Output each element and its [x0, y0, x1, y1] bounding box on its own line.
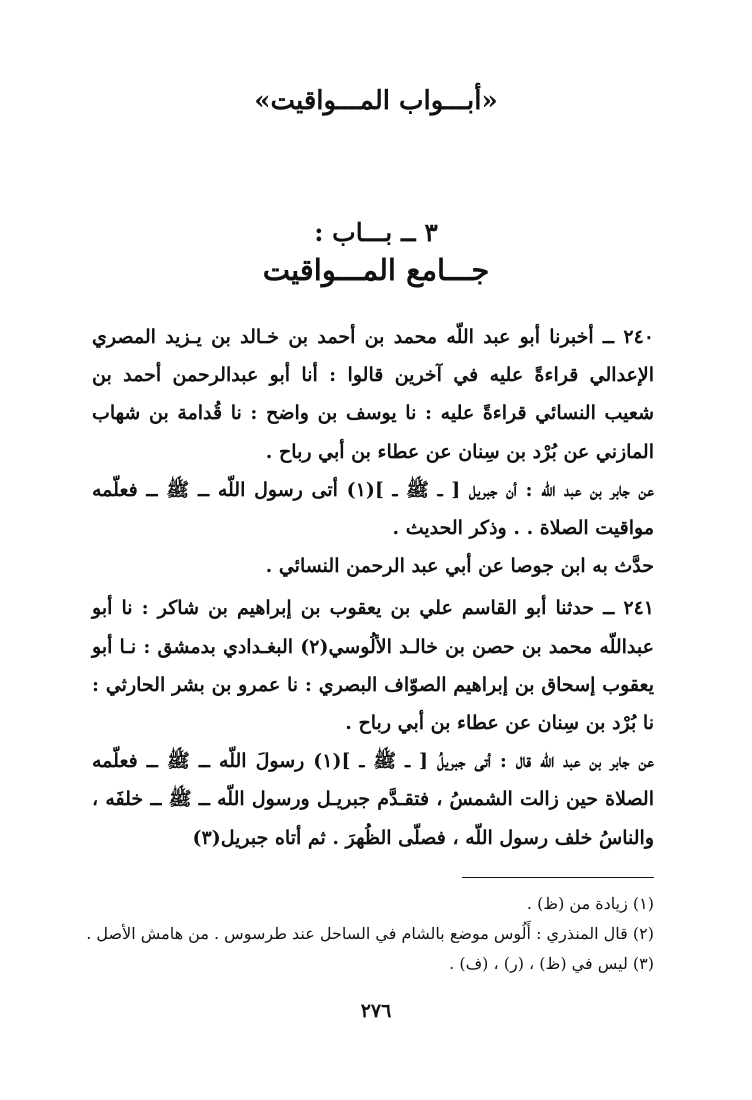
hadith-240-matn: عن جابر بن عبد اللّه : أن جبريل [ ــ ﷺ ــ ](١) أتى رسول اللّه ــ ﷺ ــ فعلّمه مواقيت الصلاة . . وذكر الحديث .: [92, 478, 654, 540]
footnote-divider: [462, 877, 654, 878]
hadith-241-matn: عن جابر بن عبد اللّه قال : أتى جبريلُ [ ــ ﷺ ــ ](١) رسولَ اللّه ــ ﷺ ــ فعلّمه الصلاة حين زالت الشمسُ ، فتقـدَّم جبريـل ورسول اللّه ــ ﷺ ــ خلفَه ، والناسُ خلف رسول اللّه ، فصلّى الظُهرَ . ثم أتاه جبريل(٣): [92, 750, 654, 849]
footnotes: [80, 889, 654, 979]
hadith-240-isnad: ٢٤٠ ــ أخبرنا أبو عبد اللّه محمد بن أحمد بن خـالد بن يـزيد المصري الإعدالي قراءةً عليه في آخرين قالوا : أنا أبو عبدالرحمن أحمد بن شعيب النسائي قراءةً عليه : نا يوسف بن واضح : نا قُدامة بن شهاب المازني عن بُرْد بن سِنان عن عطاء بن أبي رباح .: [92, 326, 654, 463]
footnote-1: (١) زيادة من (ظ) .: [526, 894, 654, 913]
hadith-241-isnad: ٢٤١ ــ حدثنا أبو القاسم علي بن يعقوب بن إبراهيم بن شاكر : نا أبو عبداللّه محمد بن حصن بن خالـد الألُوسي(٢) البغـدادي بدمشق : نـا أبو يعقوب إسحاق بن إبراهيم الصوّاف البصري : نا عمرو بن بشر الحارثي : نا بُرْد بن سِنان عن عطاء بن أبي رباح .: [92, 597, 654, 735]
footnote-2: (٢) قال المنذري : أَلُوس موضع بالشام في الساحل عند طرسوس . من هامش الأصل .: [86, 924, 654, 943]
chapter-title: جـــامع المـــواقيت: [262, 253, 490, 287]
hadith-240-note: حدَّث به ابن جوصا عن أبي عبد الرحمن النسائي .: [265, 555, 654, 578]
section-title: «أبـــواب المـــواقيت»: [254, 86, 498, 116]
chapter-number: ٣ ــ بـــاب :: [314, 218, 438, 247]
body-text: [92, 318, 654, 857]
footnote-3: (٣) ليس في (ظ) ، (ر) ، (ف) .: [449, 954, 654, 973]
page-number: ٢٧٦: [360, 1000, 392, 1022]
